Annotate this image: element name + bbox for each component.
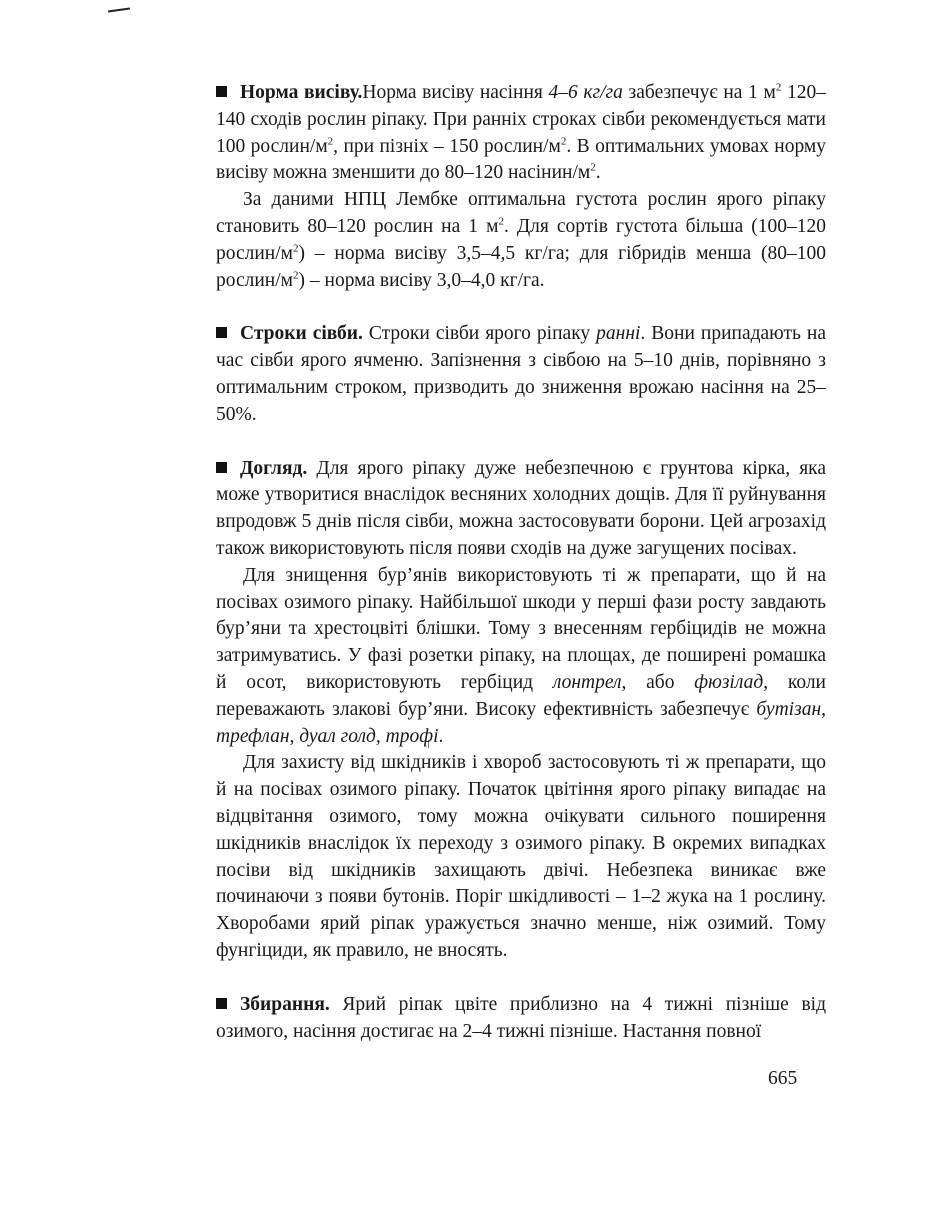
- paragraph: Для знищення бур’янів використовують ті ж препарати, що й на посівах озимого ріпаку. Найбільшої шкоди у перші фази росту завдають бур’яни та хрестоцвіті блішки. Тому з внесенням гербіцидів не можна затримуватись. У фазі розетки ріпаку, на площах, де поширені ромашка й осот, використовують гербіцид лонтрел, або фюзілад, коли переважають злакові бур’яни. Високу ефективність забезпечує бутізан, трефлан, дуал голд, трофі.: [216, 564, 826, 747]
- square-bullet-icon: [216, 998, 227, 1009]
- square-bullet-icon: [216, 462, 227, 473]
- section-heading: Догляд.: [240, 457, 308, 479]
- square-bullet-icon: [216, 86, 227, 97]
- section-heading: Строки сівби.: [240, 323, 363, 345]
- section-zbyrannia: [216, 992, 826, 1046]
- section-norma: [216, 80, 826, 294]
- section-stroky: [216, 321, 826, 428]
- paragraph: За даними НПЦ Лембке оптимальна густота рослин ярого ріпаку становить 80–120 рослин на 1 $м^2$. Для сортів густота більша (100–120 рослин/$м^2$) – норма висіву 3,5–4,5 кг/га; для гібридів менша (80–100 рослин/$м^2$) – норма висіву 3,0–4,0 кг/га.: [216, 189, 826, 291]
- page-number: 665: [768, 1068, 798, 1089]
- section-heading: Збирання.: [240, 993, 330, 1015]
- section-dohliad: [216, 456, 826, 965]
- scan-artifact-mark: [108, 7, 130, 12]
- paragraph: Для захисту від шкідників і хвороб застосовують ті ж препарати, що й на посівах озимого ріпаку. Початок цвітіння ярого ріпаку випадає на відцвітання озимого, тому можна очікувати сильного поширення шкідників внаслідок їх переходу з озимого ріпаку. В окремих випадках посіви від шкідників захищають двічі. Небезпека виникає вже починаючи з появи бутонів. Поріг шкідливості – 1–2 жука на 1 рослину. Хворобами ярий ріпак уражується значно менше, ніж озимий. Тому фунгіциди, як правило, не вносять.: [216, 752, 826, 961]
- paragraph: Догляд. Для ярого ріпаку дуже небезпечною є грунтова кірка, яка може утворитися внаслідок весняних холодних дощів. Для її руйнування впродовж 5 днів після сівби, можна застосовувати борони. Цей агрозахід також використовують після появи сходів на дуже загущених посівах.: [216, 457, 826, 559]
- section-heading: Норма висіву.: [240, 82, 363, 103]
- paragraph: Норма висіву.Норма висіву насіння 4–6 кг/га забезпечує на 1 $м^2$ 120–140 сходів рослин ріпаку. При ранніх строках сівби рекомендується мати 100 рослин/$м^2$, при пізніх – 150 рослин/$м^2$. В оптимальних умовах норму висіву можна зменшити до 80–120 насінин/$м^2$.: [216, 81, 826, 184]
- page-body: [216, 80, 826, 1072]
- square-bullet-icon: [216, 327, 227, 338]
- paragraph: Збирання. Ярий ріпак цвіте приблизно на 4 тижні пізніше від озимого, насіння достигає на 2–4 тижні пізніше. Настання повної: [216, 993, 826, 1042]
- paragraph: Строки сівби. Строки сівби ярого ріпаку ранні. Вони припадають на час сівби ярого ячменю. Запізнення з сівбою на 5–10 днів, порівняно з оптимальним строком, призводить до зниження врожаю насіння на 25–50%.: [216, 323, 826, 425]
